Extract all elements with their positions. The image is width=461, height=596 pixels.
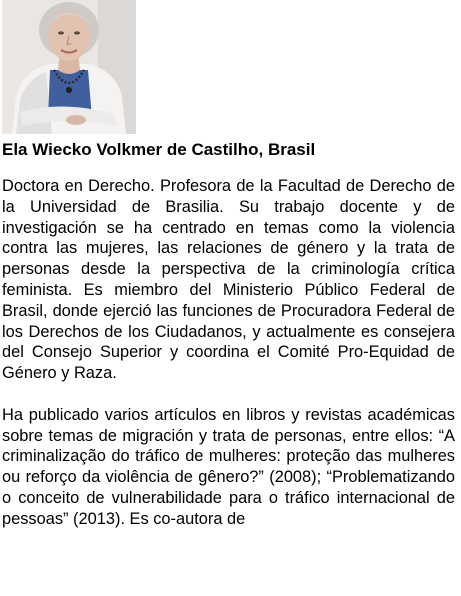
biography-text [2,176,455,550]
biography-paragraph-2: Ha publicado varios artículos en libros y revistas académicas sobre temas de migración y trata de personas, entre ellos: “A criminalização do tráfico de mulheres: proteção das mulheres ou reforço da violência de gênero?” (2008); “Problematizando o conceito de vulnerabilidade para o tráfico internacional de pessoas” (2013). Es co-autora de [2,405,455,528]
person-name-heading: Ela Wiecko Volkmer de Castilho, Brasil [2,140,316,159]
portrait-photo [2,0,136,134]
biography-paragraph-1: Doctora en Derecho. Profesora de la Facultad de Derecho de la Universidad de Brasilia. Su trabajo docente y de investigación se ha centrado en temas como la violencia contra las mujeres, las relaciones de género y la trata de personas desde la perspectiva de la criminología crítica feminista. Es miembro del Ministerio Público Federal de Brasil, donde ejerció las funciones de Procuradora Federal de los Derechos de los Ciudadanos, y actualmente es consejera del Consejo Superior y coordina el Comité Pro-Equidad de Género y Raza. [2,177,455,383]
portrait-image [2,0,136,134]
